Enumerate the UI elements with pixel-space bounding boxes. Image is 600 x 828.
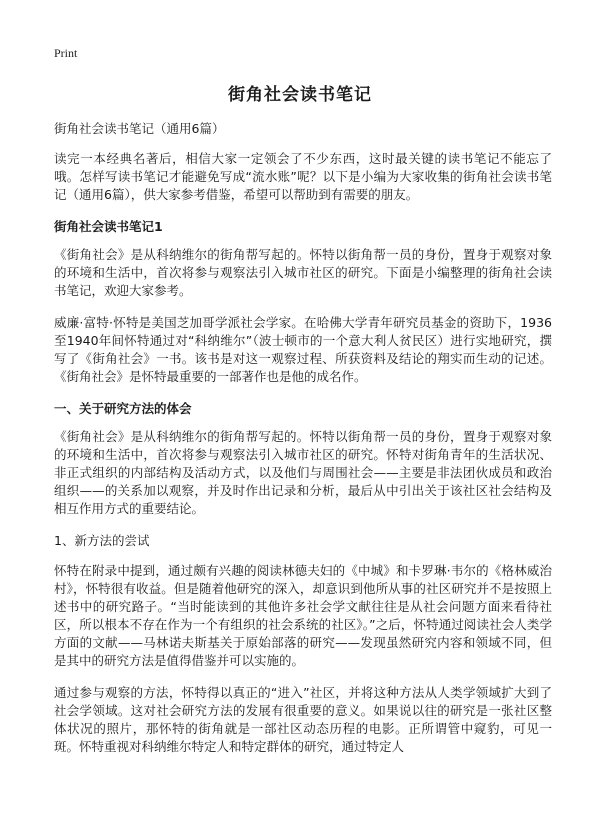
document-subtitle: 街角社会读书笔记（通用6篇） — [54, 121, 225, 136]
document-title: 街角社会读书笔记 — [228, 85, 372, 105]
paragraph: 《街角社会》是从科纳维尔的街角帮写起的。怀特以街角帮一员的身份，置身于观察对象的环境和生活中，首次将参与观察法引入城市社区的研究。下面是小编整理的街角社会读书笔记，欢迎大家参考。 — [54, 247, 552, 298]
print-link[interactable]: Print — [54, 46, 78, 60]
intro-paragraph: 读完一本经典名著后，相信大家一定领会了不少东西，这时最关键的读书笔记不能忘了哦。怎样写读书笔记才能避免写成“流水账”呢？以下是小编为大家收集的街角社会读书笔记（通用6篇），供大家参考借鉴，希望可以帮助到有需要的朋友。 — [54, 151, 552, 202]
document-body — [54, 120, 552, 770]
subsection-heading: 一、关于研究方法的体会 — [54, 401, 192, 416]
paragraph: 《街角社会》是从科纳维尔的街角帮写起的。怀特以街角帮一员的身份，置身于观察对象的环境和生活中，首次将参与观察法引入城市社区的研究。怀特对街角青年的生活状况、非正式组织的内部结构及活动方式，以及他们与周围社会——主要是非法团伙成员和政治组织——的关系加以观察，并及时作出记录和分析，最后从中引出关于该社区社会结构及相互作用方式的重要结论。 — [54, 429, 552, 516]
paragraph: 怀特在附录中提到，通过颇有兴趣的阅读林德夫妇的《中城》和卡罗琳·韦尔的《格林威治村》，怀特很有收益。但是随着他研究的深入，却意识到他所从事的社区研究并不是按照上述书中的研究路子。“当时能读到的其他许多社会学文献往往是从社会问题方面来看待社区，所以根本不存在作为一个有组织的社会系统的社区》。”之后，怀特通过阅读社会人类学方面的文献——马林诺夫斯基关于原始部落的研究——发现虽然研究内容和领域不同，但是其中的研究方法是值得借鉴并可以实施的。 — [54, 563, 552, 668]
item-heading: 1、新方法的尝试 — [54, 533, 150, 548]
section-heading: 街角社会读书笔记1 — [54, 219, 163, 234]
paragraph: 威廉·富特·怀特是美国芝加哥学派社会学家。在哈佛大学青年研究员基金的资助下，1936至1940年间怀特通过对“科纳维尔”（波士顿市的一个意大利人贫民区）进行实地研究，撰写了《街角社会》一书。该书是对这一观察过程、所获资料及结论的翔实而生动的记述。《街角社会》是怀特最重要的一部著作也是他的成名作。 — [54, 315, 552, 384]
paragraph: 通过参与观察的方法，怀特得以真正的“进入”社区，并将这种方法从人类学领域扩大到了社会学领域。这对社会研究方法的发展有很重要的意义。如果说以往的研究是一张社区整体状况的照片，那怀特的街角就是一部社区动态历程的电影。正所谓管中窥豹，可见一斑。怀特重视对科纳维尔特定人和特定群体的研究，通过特定人 — [54, 685, 552, 754]
